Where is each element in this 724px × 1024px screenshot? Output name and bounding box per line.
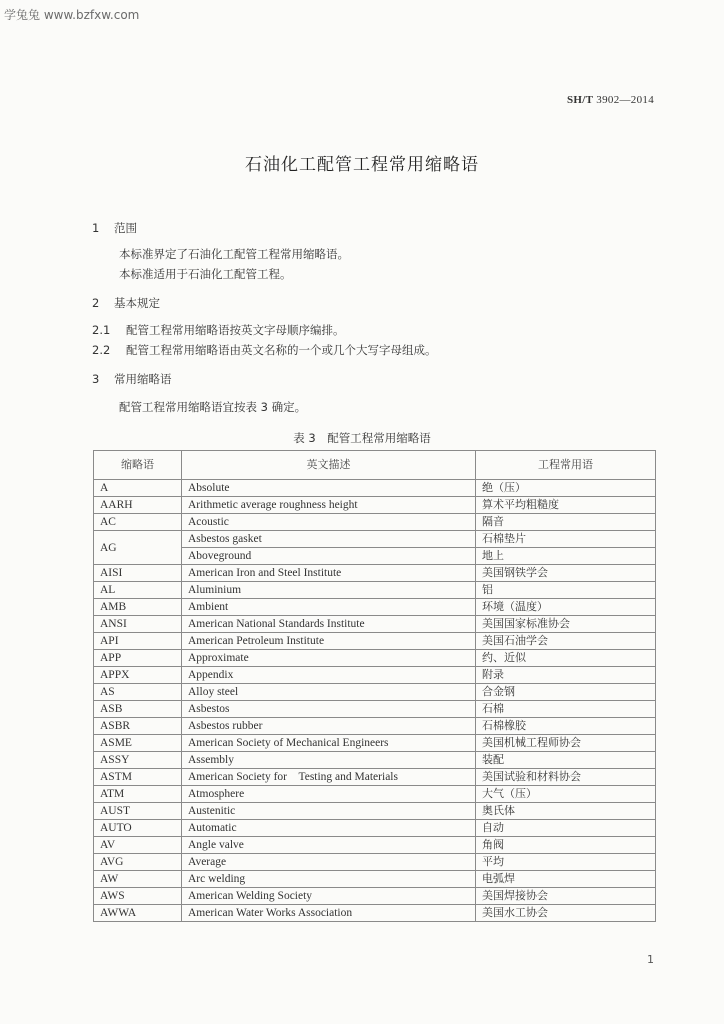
table-row [94, 854, 656, 871]
chinese-term-cell: 算术平均粗糙度 [476, 497, 656, 514]
abbreviation-cell: ASSY [94, 752, 182, 769]
table-row [94, 599, 656, 616]
chinese-term-cell: 美国焊接协会 [476, 888, 656, 905]
table-row [94, 837, 656, 854]
english-description-cell: American Water Works Association [182, 905, 476, 922]
abbreviation-cell: ANSI [94, 616, 182, 633]
chinese-term-cell: 美国钢铁学会 [476, 565, 656, 582]
table-row [94, 633, 656, 650]
abbreviation-cell: ASTM [94, 769, 182, 786]
abbreviation-table [93, 450, 656, 922]
chinese-term-cell: 大气（压） [476, 786, 656, 803]
english-description-cell: Aluminium [182, 582, 476, 599]
section-2-item-2: 2.2 配管工程常用缩略语由英文名称的一个或几个大写字母组成。 [92, 343, 437, 357]
english-description-cell: Average [182, 854, 476, 871]
english-description-cell: Austenitic [182, 803, 476, 820]
english-description-cell: Acoustic [182, 514, 476, 531]
abbreviation-cell: ASB [94, 701, 182, 718]
standard-code [567, 94, 654, 106]
english-description-cell: Appendix [182, 667, 476, 684]
chinese-term-cell: 环境（温度） [476, 599, 656, 616]
english-description-cell: American National Standards Institute [182, 616, 476, 633]
table-row [94, 701, 656, 718]
abbreviation-cell: AWWA [94, 905, 182, 922]
table-row [94, 786, 656, 803]
chinese-term-cell: 石棉垫片 [476, 531, 656, 548]
header-chinese: 工程常用语 [476, 451, 656, 480]
chinese-term-cell: 地上 [476, 548, 656, 565]
chinese-term-cell: 石棉橡胶 [476, 718, 656, 735]
abbreviation-cell: AARH [94, 497, 182, 514]
table-row [94, 565, 656, 582]
table-row [94, 888, 656, 905]
english-description-cell: Asbestos rubber [182, 718, 476, 735]
abbreviation-cell: AV [94, 837, 182, 854]
abbreviation-cell: AWS [94, 888, 182, 905]
chinese-term-cell: 角阀 [476, 837, 656, 854]
english-description-cell: Assembly [182, 752, 476, 769]
table-row [94, 480, 656, 497]
document-title: 石油化工配管工程常用缩略语 [245, 155, 479, 175]
chinese-term-cell: 自动 [476, 820, 656, 837]
abbreviation-cell: APPX [94, 667, 182, 684]
english-description-cell: Automatic [182, 820, 476, 837]
table-row [94, 905, 656, 922]
standard-code-number: 3902—2014 [596, 94, 654, 106]
abbreviation-cell: APP [94, 650, 182, 667]
english-description-cell: Asbestos gasket [182, 531, 476, 548]
section-1-paragraph-2: 本标准适用于石油化工配管工程。 [119, 267, 292, 281]
english-description-cell: Arithmetic average roughness height [182, 497, 476, 514]
table-row [94, 497, 656, 514]
chinese-term-cell: 石棉 [476, 701, 656, 718]
chinese-term-cell: 约、近似 [476, 650, 656, 667]
english-description-cell: Angle valve [182, 837, 476, 854]
english-description-cell: Aboveground [182, 548, 476, 565]
section-1-paragraph-1: 本标准界定了石油化工配管工程常用缩略语。 [119, 247, 349, 261]
chinese-term-cell: 绝（压） [476, 480, 656, 497]
english-description-cell: Arc welding [182, 871, 476, 888]
table-row [94, 514, 656, 531]
table-body [94, 480, 656, 922]
section-3-heading: 3 常用缩略语 [92, 372, 172, 386]
english-description-cell: American Society of Mechanical Engineers [182, 735, 476, 752]
abbreviation-cell: AS [94, 684, 182, 701]
abbreviation-cell: AC [94, 514, 182, 531]
english-description-cell: Absolute [182, 480, 476, 497]
english-description-cell: American Petroleum Institute [182, 633, 476, 650]
chinese-term-cell: 铝 [476, 582, 656, 599]
abbreviation-cell: ATM [94, 786, 182, 803]
chinese-term-cell: 平均 [476, 854, 656, 871]
table-row [94, 820, 656, 837]
abbreviation-cell: AISI [94, 565, 182, 582]
chinese-term-cell: 美国水工协会 [476, 905, 656, 922]
table-row [94, 531, 656, 548]
chinese-term-cell: 美国机械工程师协会 [476, 735, 656, 752]
english-description-cell: Ambient [182, 599, 476, 616]
table-caption: 表 3 配管工程常用缩略语 [293, 431, 431, 445]
abbreviation-cell: AG [94, 531, 182, 565]
section-2-item-1: 2.1 配管工程常用缩略语按英文字母顺序编排。 [92, 323, 345, 337]
chinese-term-cell: 电弧焊 [476, 871, 656, 888]
table-row [94, 769, 656, 786]
table-row [94, 735, 656, 752]
chinese-term-cell: 隔音 [476, 514, 656, 531]
abbreviation-cell: AW [94, 871, 182, 888]
english-description-cell: Atmosphere [182, 786, 476, 803]
abbreviation-cell: ASBR [94, 718, 182, 735]
chinese-term-cell: 美国试验和材料协会 [476, 769, 656, 786]
chinese-term-cell: 合金钢 [476, 684, 656, 701]
english-description-cell: American Welding Society [182, 888, 476, 905]
table-row [94, 650, 656, 667]
english-description-cell: Asbestos [182, 701, 476, 718]
section-1-heading: 1 范围 [92, 221, 137, 235]
chinese-term-cell: 附录 [476, 667, 656, 684]
table-row [94, 718, 656, 735]
chinese-term-cell: 美国国家标准协会 [476, 616, 656, 633]
abbreviation-cell: AUTO [94, 820, 182, 837]
section-2-heading: 2 基本规定 [92, 296, 160, 310]
chinese-term-cell: 奥氏体 [476, 803, 656, 820]
table-row [94, 684, 656, 701]
english-description-cell: Approximate [182, 650, 476, 667]
table-header-row [94, 451, 656, 480]
header-english: 英文描述 [182, 451, 476, 480]
abbreviation-cell: AMB [94, 599, 182, 616]
abbreviation-cell: AVG [94, 854, 182, 871]
abbreviation-cell: ASME [94, 735, 182, 752]
table-row [94, 582, 656, 599]
table-row [94, 871, 656, 888]
table-row [94, 616, 656, 633]
english-description-cell: Alloy steel [182, 684, 476, 701]
english-description-cell: American Society for Testing and Materials [182, 769, 476, 786]
abbreviation-cell: A [94, 480, 182, 497]
chinese-term-cell: 美国石油学会 [476, 633, 656, 650]
standard-code-prefix: SH/T [566, 94, 594, 106]
abbreviation-cell: API [94, 633, 182, 650]
english-description-cell: American Iron and Steel Institute [182, 565, 476, 582]
abbreviation-cell: AL [94, 582, 182, 599]
table-row [94, 803, 656, 820]
site-watermark: 学兔兔 www.bzfxw.com [4, 8, 140, 22]
abbreviation-cell: AUST [94, 803, 182, 820]
page-number: 1 [647, 953, 654, 966]
table-row [94, 667, 656, 684]
chinese-term-cell: 装配 [476, 752, 656, 769]
table-row [94, 752, 656, 769]
header-abbreviation: 缩略语 [94, 451, 182, 480]
section-3-paragraph: 配管工程常用缩略语宜按表 3 确定。 [119, 400, 307, 414]
